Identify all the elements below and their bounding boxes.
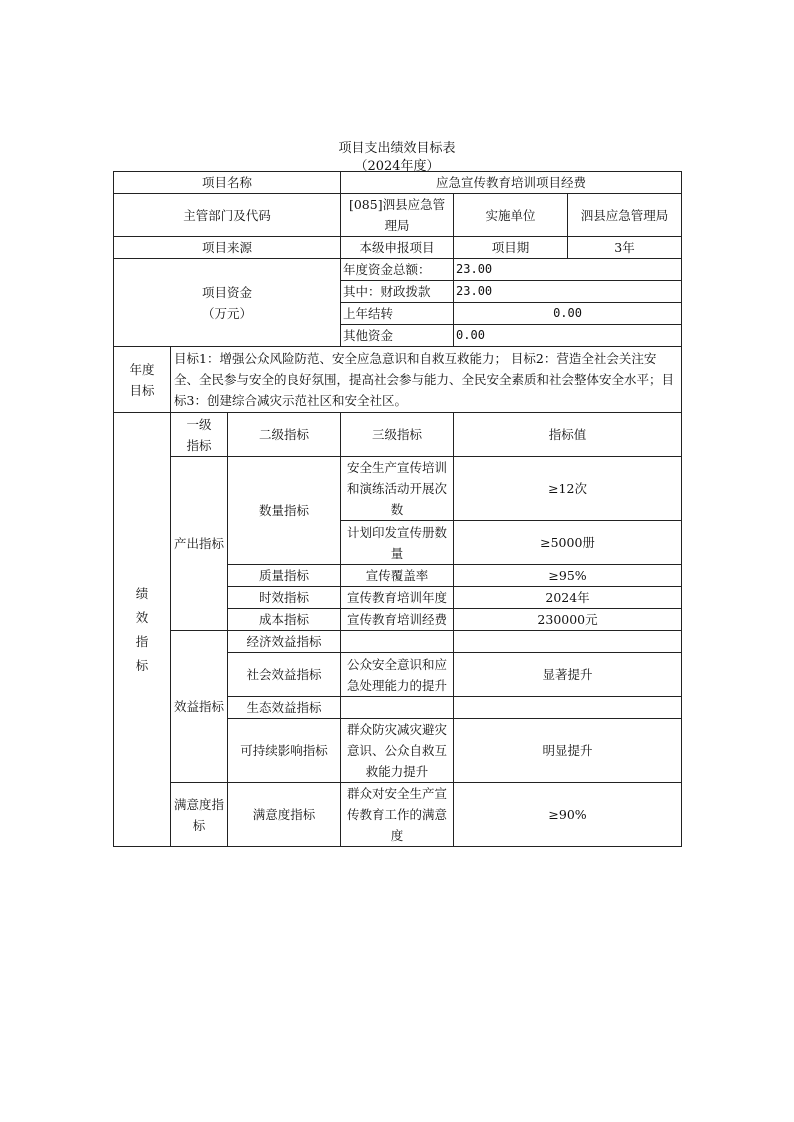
funds-other-value: 0.00 [454, 325, 682, 347]
satisfaction-value: ≥90% [454, 783, 682, 847]
quality-value: ≥95% [454, 565, 682, 587]
timeliness-name: 宣传教育培训年度 [341, 587, 454, 609]
output-indicator-label: 产出指标 [171, 457, 228, 631]
sustainable-name: 群众防灾减灾避灾意识、公众自救互救能力提升 [341, 719, 454, 783]
sustainable-value: 明显提升 [454, 719, 682, 783]
annual-goal-label-line2: 目标 [129, 382, 155, 398]
header-level3: 三级指标 [341, 413, 454, 457]
quantity-2-value: ≥5000册 [454, 521, 682, 565]
funds-other-label: 其他资金 [341, 325, 454, 347]
social-indicator-label: 社会效益指标 [228, 653, 341, 697]
sustainable-indicator-label: 可持续影响指标 [228, 719, 341, 783]
funds-fiscal-value: 23.00 [454, 281, 682, 303]
cost-name: 宣传教育培训经费 [341, 609, 454, 631]
header-value: 指标值 [454, 413, 682, 457]
department-label: 主管部门及代码 [114, 194, 341, 237]
page-title: 项目支出绩效目标表 [338, 141, 456, 156]
period-value: 3年 [568, 237, 682, 259]
source-value: 本级申报项目 [341, 237, 454, 259]
funds-carryover-label: 上年结转 [341, 303, 454, 325]
side-char-4: 标 [135, 657, 149, 673]
quantity-1-value: ≥12次 [454, 457, 682, 521]
ecological-value [454, 697, 682, 719]
header-level2: 二级指标 [228, 413, 341, 457]
header-level1-line1: 一级 [186, 416, 212, 432]
economic-indicator-label: 经济效益指标 [228, 631, 341, 653]
quantity-indicator-label: 数量指标 [228, 457, 341, 565]
timeliness-indicator-label: 时效指标 [228, 587, 341, 609]
ecological-indicator-label: 生态效益指标 [228, 697, 341, 719]
side-char-3: 指 [135, 633, 149, 649]
annual-goal-label [114, 347, 171, 413]
funds-label-line1: 项目资金 [202, 284, 253, 300]
header-level1 [171, 413, 228, 457]
header-level1-line2: 指标 [186, 437, 212, 453]
quantity-1-name: 安全生产宣传培训和演练活动开展次数 [341, 457, 454, 521]
page-subtitle: （2024年度） [354, 159, 440, 174]
funds-total-value: 23.00 [454, 259, 682, 281]
side-char-2: 效 [135, 609, 149, 625]
cost-value: 230000元 [454, 609, 682, 631]
source-label: 项目来源 [114, 237, 341, 259]
annual-goal-text: 目标1：增强公众风险防范、安全应急意识和自救互救能力； 目标2：营造全社会关注安全、全民参与安全的良好氛围，提高社会参与能力、全民安全素质和社会整体安全水平；目标3：创建综合减灾示范社区和安全社区。 [171, 347, 682, 413]
performance-table [113, 171, 682, 847]
project-name-label: 项目名称 [114, 172, 341, 194]
period-label: 项目期 [454, 237, 568, 259]
economic-name [341, 631, 454, 653]
impl-unit-label: 实施单位 [454, 194, 568, 237]
funds-fiscal-label: 其中：财政拨款 [341, 281, 454, 303]
side-char-1: 绩 [135, 585, 149, 601]
quality-indicator-label: 质量指标 [228, 565, 341, 587]
timeliness-value: 2024年 [454, 587, 682, 609]
funds-label [114, 259, 341, 347]
satisfaction-indicator-label: 满意度指标 [171, 783, 228, 847]
impl-unit-value: 泗县应急管理局 [568, 194, 682, 237]
social-value: 显著提升 [454, 653, 682, 697]
economic-value [454, 631, 682, 653]
quantity-2-name: 计划印发宣传册数量 [341, 521, 454, 565]
funds-total-label: 年度资金总额： [341, 259, 454, 281]
funds-label-line2: （万元） [202, 305, 253, 321]
satisfaction-sub-label: 满意度指标 [228, 783, 341, 847]
benefit-indicator-label: 效益指标 [171, 631, 228, 783]
social-name: 公众安全意识和应急处理能力的提升 [341, 653, 454, 697]
project-name-value: 应急宣传教育培训项目经费 [341, 172, 682, 194]
satisfaction-name: 群众对安全生产宣传教育工作的满意度 [341, 783, 454, 847]
quality-name: 宣传覆盖率 [341, 565, 454, 587]
funds-carryover-value: 0.00 [454, 303, 682, 325]
department-value: [085]泗县应急管理局 [341, 194, 454, 237]
annual-goal-label-line1: 年度 [129, 361, 155, 377]
indicators-side-label [114, 413, 171, 847]
ecological-name [341, 697, 454, 719]
cost-indicator-label: 成本指标 [228, 609, 341, 631]
